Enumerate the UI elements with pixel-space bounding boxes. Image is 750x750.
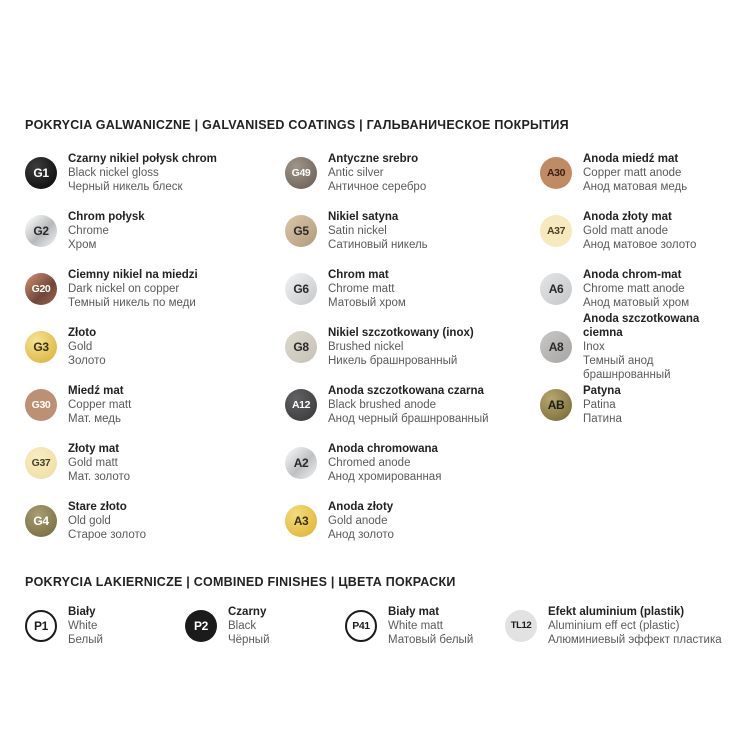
finish-labels <box>583 384 622 426</box>
finish-label-pl: Anoda złoty mat <box>583 211 672 223</box>
finish-label-en: Chromed anode <box>328 457 411 469</box>
finish-label-pl: Złoty mat <box>68 443 120 455</box>
finish-swatch <box>285 215 317 247</box>
finish-item <box>25 442 285 484</box>
finish-item <box>345 605 505 647</box>
finish-swatch <box>185 610 217 642</box>
finish-label-en: Black <box>228 620 257 632</box>
finish-label-pl: Nikiel satyna <box>328 211 399 223</box>
finish-labels <box>583 210 696 252</box>
finish-label-en: Chrome matt anode <box>583 283 685 295</box>
finish-code-label: G2 <box>33 224 49 238</box>
finish-label-en: Gold <box>68 341 93 353</box>
finish-label-en: Satin nickel <box>328 225 387 237</box>
finish-label-en: Patina <box>583 399 616 411</box>
finish-label-ru: Античное серебро <box>328 181 427 193</box>
finish-swatch <box>540 273 572 305</box>
finish-label-en: Dark nickel on copper <box>68 283 180 295</box>
finish-label-pl: Anoda szczotkowana czarna <box>328 385 484 397</box>
finish-labels <box>68 384 131 426</box>
finish-item <box>505 605 740 647</box>
finish-item <box>25 500 285 542</box>
finish-code-label: G49 <box>291 166 311 179</box>
finish-code-label: G1 <box>33 166 49 180</box>
finish-swatch <box>25 273 57 305</box>
finish-label-pl: Nikiel szczotkowany (inox) <box>328 327 474 339</box>
finish-label-ru: Мат. медь <box>68 413 121 425</box>
finish-code-label: P2 <box>194 619 208 633</box>
finish-label-ru: Анод золото <box>328 529 394 541</box>
finish-code-label: A2 <box>293 456 309 470</box>
finish-label-pl: Anoda chromowana <box>328 443 438 455</box>
finish-item <box>285 442 540 484</box>
finish-swatch <box>285 447 317 479</box>
finish-label-en: Copper matt <box>68 399 132 411</box>
finish-labels <box>68 268 198 310</box>
finish-labels <box>68 210 145 252</box>
finish-label-pl: Antyczne srebro <box>328 153 419 165</box>
finish-item <box>285 268 540 310</box>
lacquer-finishes-row <box>25 605 740 663</box>
finish-labels <box>548 605 722 647</box>
finish-item <box>25 210 285 252</box>
finish-label-en: Black nickel gloss <box>68 167 159 179</box>
finish-swatch <box>25 331 57 363</box>
finish-label-en: Old gold <box>68 515 111 527</box>
finish-swatch <box>25 447 57 479</box>
finish-item <box>25 326 285 368</box>
finish-label-en: Chrome matt <box>328 283 395 295</box>
finish-label-pl: Anoda szczotkowana ciemna <box>583 313 700 339</box>
finish-label-pl: Ciemny nikiel na miedzi <box>68 269 198 281</box>
finish-labels <box>68 442 130 484</box>
finish-label-ru: Черный никель блеск <box>68 181 183 193</box>
finish-code-label: AB <box>547 398 565 412</box>
finish-code-label: G37 <box>31 456 51 469</box>
finish-code-label: A3 <box>293 514 309 528</box>
finish-code-label: G3 <box>33 340 49 354</box>
finish-swatch <box>505 610 537 642</box>
finish-labels <box>328 210 428 252</box>
finish-label-en: Black brushed anode <box>328 399 437 411</box>
finish-swatch <box>25 505 57 537</box>
finish-code-label: G8 <box>293 340 309 354</box>
finish-label-ru: Белый <box>68 634 103 646</box>
finish-labels <box>328 268 406 310</box>
galvanised-coatings-grid <box>25 152 740 558</box>
finish-label-pl: Patyna <box>583 385 621 397</box>
finish-labels <box>328 384 489 426</box>
finish-label-en: Gold anode <box>328 515 388 527</box>
finish-label-en: White <box>68 620 98 632</box>
galvanised-column-2 <box>285 152 540 558</box>
finish-label-en: Brushed nickel <box>328 341 404 353</box>
finish-label-en: White matt <box>388 620 443 632</box>
finish-label-pl: Czarny nikiel połysk chrom <box>68 153 217 165</box>
finish-swatch <box>285 389 317 421</box>
finish-item <box>185 605 345 647</box>
finish-label-en: Gold matt <box>68 457 118 469</box>
finish-item <box>25 268 285 310</box>
finish-label-ru: Хром <box>68 239 97 251</box>
finish-labels <box>328 500 394 542</box>
finish-label-ru: Матовый хром <box>328 297 406 309</box>
finish-labels <box>328 326 474 368</box>
finish-label-en: Antic silver <box>328 167 384 179</box>
finish-swatch <box>25 610 57 642</box>
finish-item <box>285 152 540 194</box>
finish-labels <box>68 326 106 368</box>
finish-item <box>25 152 285 194</box>
finish-label-en: Aluminium eff ect (plastic) <box>548 620 680 632</box>
finish-label-pl: Anoda miedź mat <box>583 153 679 165</box>
finish-label-ru: Анод хромированная <box>328 471 442 483</box>
finish-swatch <box>285 331 317 363</box>
finish-item <box>285 500 540 542</box>
finish-code-label: A30 <box>546 166 566 179</box>
finish-item <box>540 384 740 426</box>
finish-label-en: Copper matt anode <box>583 167 682 179</box>
finish-labels <box>328 442 441 484</box>
finish-swatch <box>540 389 572 421</box>
finish-labels <box>68 500 146 542</box>
finish-labels <box>583 312 740 382</box>
finish-label-ru: Старое золото <box>68 529 147 541</box>
finish-label-pl: Miedź mat <box>68 385 124 397</box>
finish-swatch <box>540 331 572 363</box>
finish-label-ru: Никель брашнрованный <box>328 355 458 367</box>
finish-label-en: Chrome <box>68 225 109 237</box>
finish-item <box>25 384 285 426</box>
finish-code-label: A37 <box>546 224 566 237</box>
finish-label-en: Inox <box>583 341 605 353</box>
finish-code-label: P1 <box>34 619 48 633</box>
finish-swatch <box>25 215 57 247</box>
finish-item <box>285 210 540 252</box>
finish-label-ru: Сатиновый никель <box>328 239 428 251</box>
finish-label-pl: Biały mat <box>388 606 440 618</box>
finish-swatch <box>285 505 317 537</box>
finish-label-pl: Anoda chrom-mat <box>583 269 682 281</box>
finish-label-ru: Мат. золото <box>68 471 131 483</box>
finish-swatch <box>540 157 572 189</box>
finish-label-pl: Złoto <box>68 327 97 339</box>
finish-label-ru: Анод матовое золото <box>583 239 697 251</box>
finish-item <box>285 326 540 368</box>
finish-code-label: A6 <box>548 282 564 296</box>
finish-label-pl: Chrom mat <box>328 269 389 281</box>
lacquer-finishes-heading: POKRYCIA LAKIERNICZE | COMBINED FINISHES | ЦВЕТА ПОКРАСКИ <box>25 575 456 589</box>
finish-label-ru: Анод матовый хром <box>583 297 690 309</box>
finish-label-ru: Золото <box>68 355 106 367</box>
finish-swatch <box>285 157 317 189</box>
finish-label-ru: Темный анод брашнрованный <box>583 355 671 381</box>
finish-item <box>25 605 185 647</box>
finish-label-pl: Efekt aluminium (plastik) <box>548 606 685 618</box>
finish-code-label: TL12 <box>510 620 532 632</box>
finish-item <box>285 384 540 426</box>
finish-item <box>540 152 740 194</box>
finish-label-pl: Anoda złoty <box>328 501 394 513</box>
finish-item <box>540 210 740 252</box>
finish-labels <box>583 268 689 310</box>
galvanised-column-1 <box>25 152 285 558</box>
finish-labels <box>388 605 473 647</box>
finish-label-pl: Biały <box>68 606 96 618</box>
galvanised-coatings-heading: POKRYCIA GALWANICZNE | GALVANISED COATINGS | ГАЛЬВАНИЧЕСКОЕ ПОКРЫТИЯ <box>25 118 569 132</box>
finish-labels <box>228 605 270 647</box>
finish-swatch <box>540 215 572 247</box>
finish-code-label: G20 <box>31 282 51 295</box>
finish-label-ru: Анод матовая медь <box>583 181 688 193</box>
finish-label-ru: Матовый белый <box>388 634 474 646</box>
galvanised-column-3 <box>540 152 740 558</box>
finish-code-label: A12 <box>291 398 311 411</box>
finish-swatch <box>285 273 317 305</box>
finish-item <box>540 268 740 310</box>
finish-label-en: Gold matt anode <box>583 225 669 237</box>
finish-labels <box>328 152 426 194</box>
finish-swatch <box>25 389 57 421</box>
finish-label-ru: Патина <box>583 413 622 425</box>
finish-labels <box>68 605 103 647</box>
finish-code-label: A8 <box>548 340 564 354</box>
finish-label-ru: Темный никель по меди <box>68 297 196 309</box>
finish-code-label: G6 <box>293 282 309 296</box>
finish-labels <box>68 152 217 194</box>
finish-swatch <box>345 610 377 642</box>
finish-label-ru: Анод черный брашнрованный <box>328 413 489 425</box>
finish-swatch <box>25 157 57 189</box>
finish-label-ru: Алюминиевый эффект пластика <box>548 634 722 646</box>
finish-code-label: P41 <box>352 619 370 632</box>
finish-label-pl: Stare złoto <box>68 501 127 513</box>
finish-code-label: G30 <box>31 398 51 411</box>
finish-code-label: G5 <box>293 224 309 238</box>
finish-labels <box>583 152 687 194</box>
finish-item <box>540 313 740 381</box>
finish-label-pl: Chrom połysk <box>68 211 145 223</box>
finish-code-label: G4 <box>33 514 49 528</box>
finish-label-ru: Чёрный <box>228 634 270 646</box>
finish-label-pl: Czarny <box>228 606 267 618</box>
